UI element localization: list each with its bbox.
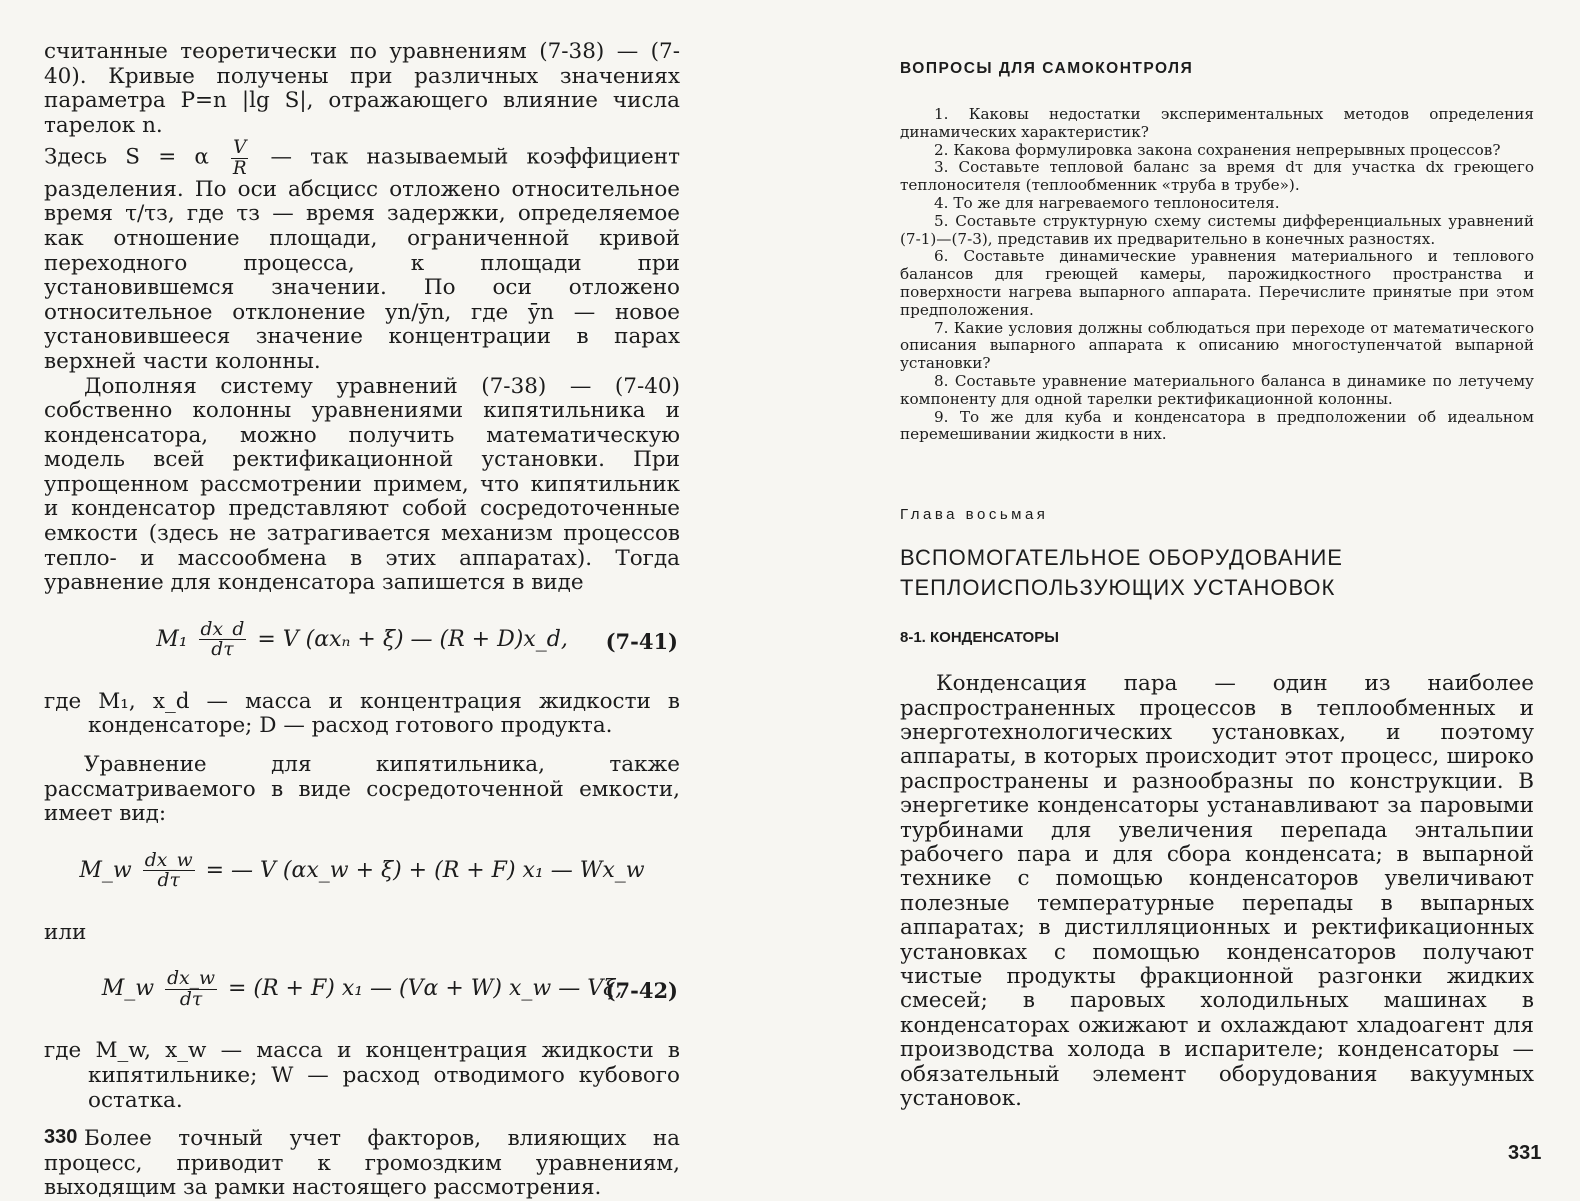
where-condenser: где M₁, x_d — масса и концентрация жидкости в конденсаторе; D — расход готового продукта.: [44, 688, 680, 739]
paragraph-conclusion: Более точный учет факторов, влияющих на процесс, приводит к громоздким уравнениям, выходящим за рамки настоящего рассмотрения.: [44, 1126, 680, 1201]
fraction-numerator: V: [233, 137, 247, 159]
sep-coef-prefix: Здесь S = α: [44, 145, 209, 171]
eq2-numerator: dx_w: [144, 849, 193, 871]
eq2-denominator: dτ: [157, 870, 180, 892]
paragraph-intro: считанные теоретически по уравнениям (7-38) — (7-40). Кривые получены при различных значениях параметра P=n |lg S|, отражающего влияние числа тарелок n.: [44, 39, 680, 138]
section-title: 8-1. КОНДЕНСАТОРЫ: [900, 629, 1059, 647]
left-text-column: [44, 40, 680, 1201]
question-item: 6. Составьте динамические уравнения материального и теплового балансов для греющей камеры, парожидкостного пространства и поверхности нагрева выпарного аппарата. Перечислите принятые при этом предположения.: [900, 247, 1534, 319]
paragraph-reboiler: Уравнение для кипятильника, также рассматриваемого в виде сосредоточенной емкости, имеет вид:: [44, 752, 680, 827]
chapter-title-line-2: ТЕПЛОИСПОЛЬЗУЮЩИХ УСТАНОВОК: [900, 575, 1336, 601]
question-item: 1. Каковы недостатки экспериментальных методов определения динамических характеристик?: [900, 105, 1534, 141]
eq3-rhs: = (R + F) x₁ — (Vα + W) x_w — Vξ,: [227, 976, 623, 1002]
chapter-label: Глава восьмая: [900, 506, 1049, 524]
equation-reboiler: [44, 851, 680, 897]
eq2-lhs: M_w: [79, 857, 132, 883]
question-item: 5. Составьте структурную схему системы дифференциальных уравнений (7-1)—(7-3), представив их предварительно в конечных разностях.: [900, 211, 1534, 248]
question-item: 3. Составьте тепловой баланс за время dτ для участка dx греющего теплоносителя (теплообменник «труба в трубе»).: [900, 158, 1534, 195]
fraction-v-over-r: [231, 138, 248, 177]
eq3-denominator: dτ: [179, 989, 203, 1011]
right-text-column: [900, 60, 1534, 1111]
eq1-numerator: dx_d: [200, 618, 245, 640]
section-body: Конденсация пара — один из наиболее распространенных процессов в теплообменных и энерготехнологических установках, и поэтому аппараты, в которых происходит этот процесс, широко распространены и разнообразны по конструкции. В энергетике конденсаторы устанавливают за паровыми турбинами для увеличения перепада энтальпии рабочего пара и для сбора конденсата; в выпарной технике с помощью конденсаторов увеличивают полезные температурные перепады в выпарных аппаратах; в дистилляционных и ректификационных установках с помощью конденсаторов получают чистые продукты фракционной разгонки жидких смесей; в паровых холодильных машинах в конденсаторах ожижают и охлаждают хладоагент для производства холода в испарителе; конденсаторы — обязательный элемент оборудования вакуумных установок.: [900, 671, 1534, 1112]
question-item: 8. Составьте уравнение материального баланса в динамике по летучему компоненту для одной тарелки ректификационной колонны.: [900, 371, 1534, 408]
where-reboiler: где M_w, x_w — масса и концентрация жидкости в кипятильнике; W — расход отводимого кубового остатка.: [44, 1038, 680, 1113]
page-number-left: 330: [44, 1126, 78, 1148]
question-item: 2. Какова формулировка закона сохранения непрерывных процессов?: [934, 140, 1501, 159]
eq1-rhs: = V (αxₙ + ξ) — (R + D)x_d,: [257, 626, 568, 652]
or-label: или: [44, 919, 87, 945]
eq1-derivative: [199, 620, 247, 660]
eq2-derivative: [143, 851, 195, 891]
right-page: [790, 0, 1580, 1190]
question-item: 7. Какие условия должны соблюдаться при переходе от математического описания выпарного аппарата к описанию многоступенчатой выпарной установки?: [900, 318, 1534, 373]
eq1-number: (7-41): [605, 628, 678, 654]
equation-7-42: [44, 969, 680, 1015]
sep-coef-text: — так называемый коэффициент разделения. По оси абсцисс отложено относительное время τ/τз, где τз — время задержки, определяемое как отношение площади, ограниченной кривой переходного процесса, к площади при установившемся значении. По оси отложено относительное отклонение yn/ȳn, где ȳn — новое установившееся значение концентрации в парах верхней части колонны.: [44, 145, 680, 374]
eq1-denominator: dτ: [211, 639, 234, 661]
questions-title: ВОПРОСЫ ДЛЯ САМОКОНТРОЛЯ: [900, 60, 1194, 77]
question-item: 4. То же для нагреваемого теплоносителя.: [934, 193, 1280, 212]
eq3-numerator: dx_w: [167, 968, 215, 990]
page-number-right: 331: [1508, 1142, 1542, 1164]
chapter-title: [900, 543, 1534, 603]
fraction-denominator: R: [232, 157, 247, 179]
paragraph-model: Дополняя систему уравнений (7-38) — (7-40) собственно колонны уравнениями кипятильника и конденсатора, можно получить математическую модель всей ректификационной установки. При упрощенном рассмотрении примем, что кипятильник и конденсатор представляют собой сосредоточенные емкости (здесь не затрагивается механизм процессов тепло- и массообмена в этих аппаратах). Тогда уравнение для конденсатора запишется в виде: [44, 373, 680, 596]
eq1-lhs: M₁: [156, 626, 188, 652]
eq3-lhs: M_w: [101, 976, 155, 1002]
equation-7-41: [44, 620, 680, 666]
questions-list: [900, 106, 1534, 444]
question-item: 9. То же для куба и конденсатора в предположении об идеальном перемешивании жидкости в них.: [900, 407, 1534, 444]
eq3-derivative: [165, 969, 217, 1009]
eq2-rhs: = — V (αx_w + ξ) + (R + F) x₁ — Wx_w: [205, 857, 645, 883]
chapter-title-line-1: ВСПОМОГАТЕЛЬНОЕ ОБОРУДОВАНИЕ: [900, 545, 1343, 571]
paragraph-separation-coefficient: [44, 138, 680, 374]
eq3-number: (7-42): [605, 978, 678, 1004]
